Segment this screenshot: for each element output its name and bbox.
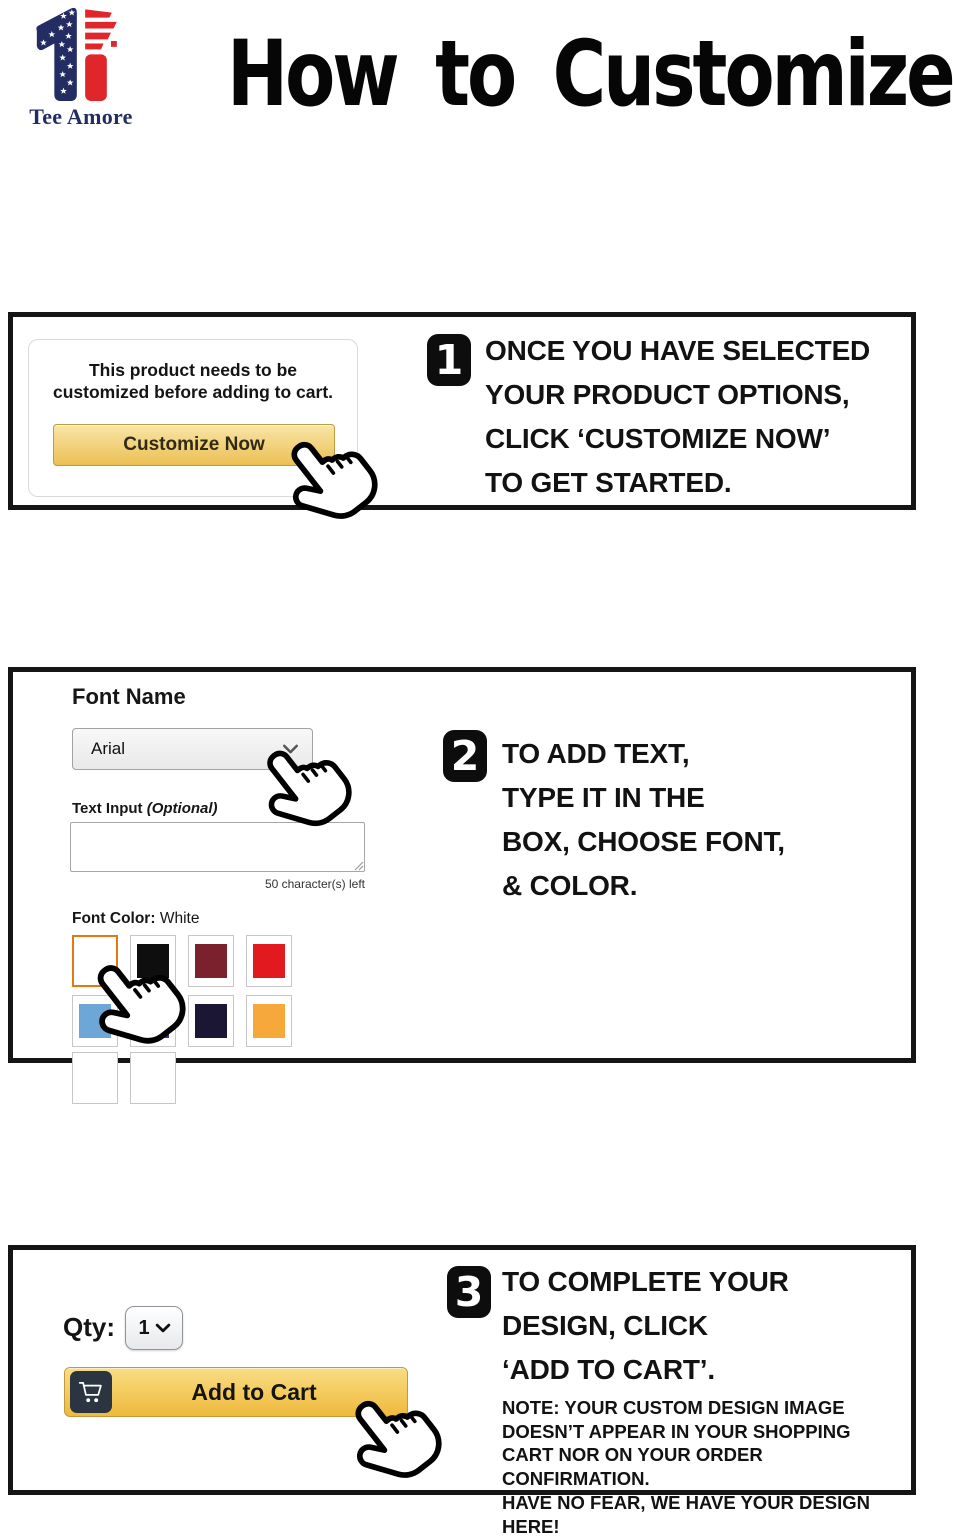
note-line: HAVE NO FEAR, WE HAVE YOUR DESIGN HERE! [502,1491,870,1537]
step2-number-badge: 2 [443,730,487,782]
step1-line: CLICK ‘CUSTOMIZE NOW’ [485,423,831,454]
hand-cursor-icon [91,952,183,1059]
step3-number-badge: 3 [447,1266,491,1318]
step2-line: BOX, CHOOSE FONT, [502,826,785,857]
step1-instructions [485,329,870,505]
step3-line: TO COMPLETE YOUR [502,1266,789,1297]
text-input-label: Text Input (Optional) [72,800,218,817]
customize-prompt-line2: customized before adding to cart. [52,382,334,402]
brand-name: Tee Amore [29,104,133,129]
textarea-resize-grip-icon[interactable] [354,861,364,871]
character-counter: 50 character(s) left [264,877,365,891]
cart-chip [70,1371,112,1413]
tee-amore-logo [20,6,142,106]
hand-cursor-icon [285,429,375,534]
step2-line: TO ADD TEXT, [502,738,690,769]
logo-numeral-one-stars [36,8,76,101]
quantity-label: Qty: [63,1312,115,1342]
step3-instructions [502,1260,789,1392]
note-line: CART NOR ON YOUR ORDER CONFIRMATION. [502,1444,763,1490]
step3-panel [8,1245,916,1537]
text-input-optional-label: (Optional) [146,800,218,817]
quantity-value: 1 [138,1316,150,1339]
step2-panel [8,667,916,1063]
chevron-down-icon [156,1323,170,1333]
font-name-label: Font Name [72,684,186,709]
step1-line: YOUR PRODUCT OPTIONS, [485,379,850,410]
step3-line: DESIGN, CLICK [502,1310,708,1341]
hand-cursor-icon [261,738,349,841]
add-to-cart-label: Add to Cart [191,1378,317,1405]
customize-prompt-line1: This product needs to be [88,360,298,380]
note-line: DOESN’T APPEAR IN YOUR SHOPPING [502,1420,851,1442]
font-color-value: White [159,910,200,927]
step2-instructions [502,732,785,908]
font-color-swatch-orange[interactable] [246,995,292,1047]
font-color-swatch-red[interactable] [246,935,292,987]
step3-line: ‘ADD TO CART’. [502,1354,715,1385]
note-line: NOTE: YOUR CUSTOM DESIGN IMAGE [502,1397,845,1418]
logo-numeral-one-stripes [85,9,117,101]
customize-now-label: Customize Now [123,434,265,455]
font-color-swatch-partial[interactable] [72,1052,118,1104]
quantity-dropdown[interactable] [125,1306,183,1350]
step2-line: & COLOR. [502,870,638,901]
step1-panel [8,312,916,510]
step1-number-badge: 1 [427,334,471,386]
step1-line: TO GET STARTED. [485,467,732,498]
font-color-label: Font Color: White [72,910,200,927]
hand-cursor-icon [348,1388,440,1493]
font-name-value: Arial [91,739,126,758]
font-color-swatch-maroon[interactable] [188,935,234,987]
step1-line: ONCE YOU HAVE SELECTED [485,335,871,366]
page-title: How to Customize [227,22,953,128]
step2-line: TYPE IT IN THE [502,782,705,813]
shopping-cart-icon [77,1379,105,1405]
step3-note [502,1396,911,1538]
